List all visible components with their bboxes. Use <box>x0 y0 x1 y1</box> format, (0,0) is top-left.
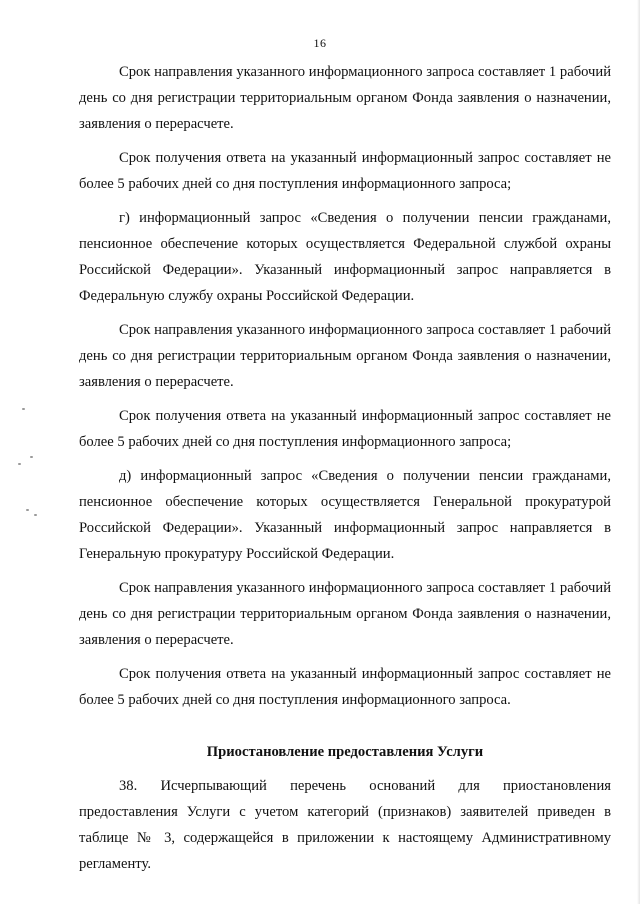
page-number: 16 <box>313 36 327 50</box>
scan-speck <box>30 456 33 458</box>
paragraph-response-deadline-1: Срок получения ответа на указанный информационный запрос составляет не более 5 рабочих дней со дня поступления информационного запроса; <box>79 150 611 192</box>
paragraph-response-deadline-3: Срок получения ответа на указанный информационный запрос составляет не более 5 рабочих дней со дня поступления информационного запроса. <box>79 666 611 708</box>
section-heading: Приостановление предоставления Услуги <box>206 744 484 760</box>
scan-speck <box>18 463 21 465</box>
paragraph-request-deadline-2: Срок направления указанного информационного запроса составляет 1 рабочий день со дня регистрации территориальным органом Фонда заявления о назначении, заявления о перерасчете. <box>79 322 611 390</box>
paragraph-response-deadline-2: Срок получения ответа на указанный информационный запрос составляет не более 5 рабочих дней со дня поступления информационного запроса; <box>79 408 611 450</box>
paragraph-38: 38. Исчерпывающий перечень оснований для приостановления предоставления Услуги с учетом категорий (признаков) заявителей приведен в таблице № 3, содержащейся в приложении к настоящему Административному регламенту. <box>79 778 611 872</box>
paragraph-request-g-fso: г) информационный запрос «Сведения о получении пенсии гражданами, пенсионное обеспечение которых осуществляется Федеральной службой охраны Российской Федерации». Указанный информационный запрос направляется в Федеральную службу охраны Российской Федерации. <box>79 210 611 304</box>
document-body <box>79 59 611 885</box>
scan-speck <box>26 509 29 511</box>
paragraph-request-deadline-1: Срок направления указанного информационного запроса составляет 1 рабочий день со дня регистрации территориальным органом Фонда заявления о назначении, заявления о перерасчете. <box>79 64 611 132</box>
scan-speck <box>22 408 25 410</box>
paragraph-request-d-prosecutor: д) информационный запрос «Сведения о получении пенсии гражданами, пенсионное обеспечение которых осуществляется Генеральной прокуратурой Российской Федерации». Указанный информационный запрос направляется в Генеральную прокуратуру Российской Федерации. <box>79 468 611 562</box>
scan-speck <box>34 514 37 516</box>
paragraph-request-deadline-3: Срок направления указанного информационного запроса составляет 1 рабочий день со дня регистрации территориальным органом Фонда заявления о назначении, заявления о перерасчете. <box>79 580 611 648</box>
